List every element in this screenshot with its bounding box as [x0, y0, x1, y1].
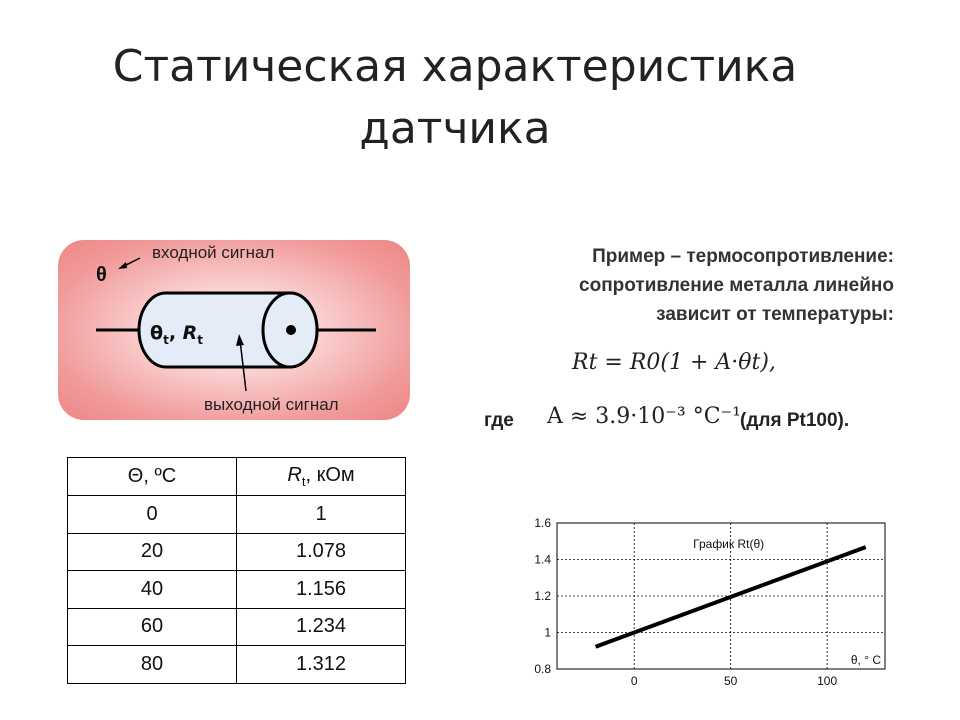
cylinder-terminal	[286, 325, 296, 335]
table-header-cell: $R_t$, кОм	[237, 458, 406, 496]
table-header-cell: Θ, ºС	[68, 458, 237, 496]
chart-xtick-label: 50	[723, 674, 738, 688]
example-line1: Пример – термосопротивление:	[592, 246, 894, 267]
table-cell: 1.312	[237, 646, 406, 684]
table-cell: 0	[68, 496, 237, 534]
sensor-drawing	[58, 240, 410, 420]
output-signal-label: выходной сигнал	[204, 395, 339, 414]
table-cell: 1.234	[237, 608, 406, 646]
input-signal-label: входной сигнал	[152, 243, 275, 262]
formula-coefficient: A ≈ 3.9·10⁻³ °C⁻¹	[547, 404, 741, 429]
chart-title: График Rt(θ)	[693, 537, 765, 551]
table-cell: 20	[68, 533, 237, 571]
table-cell: 1	[237, 496, 406, 534]
input-theta-label: θ	[96, 264, 107, 286]
page-title-line1: Статическая характеристика	[112, 41, 798, 92]
table-row	[68, 571, 406, 609]
resistance-chart	[520, 512, 900, 692]
formula-main: Rt = R0(1 + A·θt),	[572, 350, 776, 375]
table-cell: 40	[68, 571, 237, 609]
table-cell: 1.078	[237, 533, 406, 571]
cylinder-label: $\theta_t$, $R_t$	[150, 322, 204, 347]
pt100-note: (для Pt100).	[740, 410, 850, 431]
chart-ytick-label: 0.8	[534, 662, 551, 676]
chart-ytick-label: 1.6	[534, 516, 551, 530]
table-row	[68, 646, 406, 684]
chart-xtick-label: 100	[817, 674, 838, 688]
where-label: где	[484, 410, 514, 431]
table-row	[68, 496, 406, 534]
example-line3: зависит от температуры:	[656, 304, 894, 325]
chart-ytick-label: 1	[544, 625, 551, 640]
table-cell: 60	[68, 608, 237, 646]
example-line2: сопротивление металла линейно	[579, 275, 894, 296]
table-header-row	[68, 458, 406, 496]
chart-ytick-label: 1.2	[534, 589, 551, 603]
sensor-diagram	[58, 240, 410, 420]
page-title-line2: датчика	[359, 103, 551, 154]
example-text	[579, 242, 894, 329]
data-table	[67, 457, 406, 684]
table-row	[68, 608, 406, 646]
chart-ytick-label: 1.4	[534, 552, 551, 567]
table-row	[68, 533, 406, 571]
table-cell: 80	[68, 646, 237, 684]
chart-xtick-label: 0	[630, 674, 638, 688]
chart-xlabel: θ, ° C	[850, 653, 881, 667]
table-cell: 1.156	[237, 571, 406, 609]
